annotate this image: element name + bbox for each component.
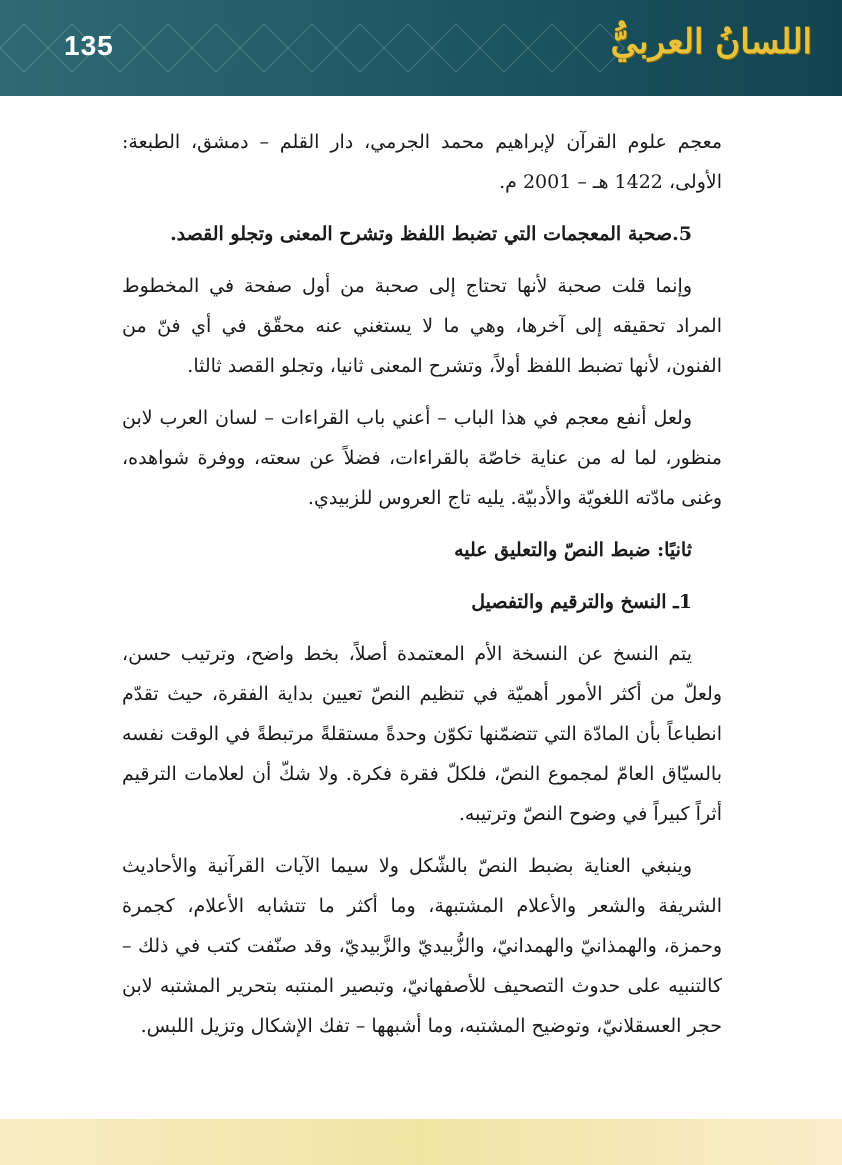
section-heading-second: ثانيًا: ضبط النصّ والتعليق عليه <box>454 539 692 561</box>
paragraph: وإنما قلت صحبة لأنها تحتاج إلى صحبة من أول صفحة في المخطوط المراد تحقيقه إلى آخرها، وهي ما لا يستغني عنه محقّق في أي فنّ من الفنون، لأنها تضبط اللفظ أولاً، وتشرح المعنى ثانيا، وتجلو القصد ثالثا. <box>122 275 722 377</box>
paragraph: ولعل أنفع معجم في هذا الباب – أعني باب القراءات – لسان العرب لابن منظور، لما له من عناية خاصّة بالقراءات، فضلاً عن سعته، ووفرة شواهده، وغنى مادّته اللغويّة والأدبيّة. يليه تاج العروس للزبيدي. <box>122 407 722 509</box>
subsection-heading-1: 1ـ النسخ والترقيم والتفصيل <box>471 591 692 613</box>
paragraph: وينبغي العناية بضبط النصّ بالشّكل ولا سيما الآيات القرآنية والأحاديث الشريفة والشعر والأعلام المشتبهة، وما أكثر ما تتشابه الأعلام، كجمرة وحمزة، والهمذانيّ والهمدانيّ، والزُّبيديّ والزَّبيديّ، وقد صنّفت كتب في ذلك – كالتنبيه على حدوث التصحيف للأصفهانيّ، وتبصير المنتبه بتحرير المشتبه لابن حجر العسقلانيّ، وتوضيح المشتبه، وما أشبهها – تفك الإشكال وتزيل اللبس. <box>122 855 722 1037</box>
header-band <box>0 0 842 96</box>
page-body <box>122 122 722 1058</box>
paragraph: يتم النسخ عن النسخة الأم المعتمدة أصلاً، بخط واضح، وترتيب حسن، ولعلّ من أكثر الأمور أهميّة في تنظيم النصّ تعيين بداية الفقرة، حيث تقدّم انطباعاً بأن المادّة التي تتضمّنها تكوّن وحدةً مستقلةً مرتبطةً في الوقت نفسه بالسيّاق العامّ لمجموع النصّ، فلكلّ فقرة فكرة. ولا شكّ أن لعلامات الترقيم أثراً كبيراً في وضوح النصّ وترتيبه. <box>122 643 722 825</box>
footer-band <box>0 1119 842 1165</box>
page-number: 135 <box>64 30 114 61</box>
journal-logo: اللسانُ العربيُّ <box>610 22 812 62</box>
reference-entry: معجم علوم القرآن لإبراهيم محمد الجرمي، دار القلم – دمشق، الطبعة: الأولى، 1422 هـ – 2001 م. <box>122 131 722 193</box>
section-heading-5: 5.صحبة المعجمات التي تضبط اللفظ وتشرح المعنى وتجلو القصد. <box>170 223 692 245</box>
